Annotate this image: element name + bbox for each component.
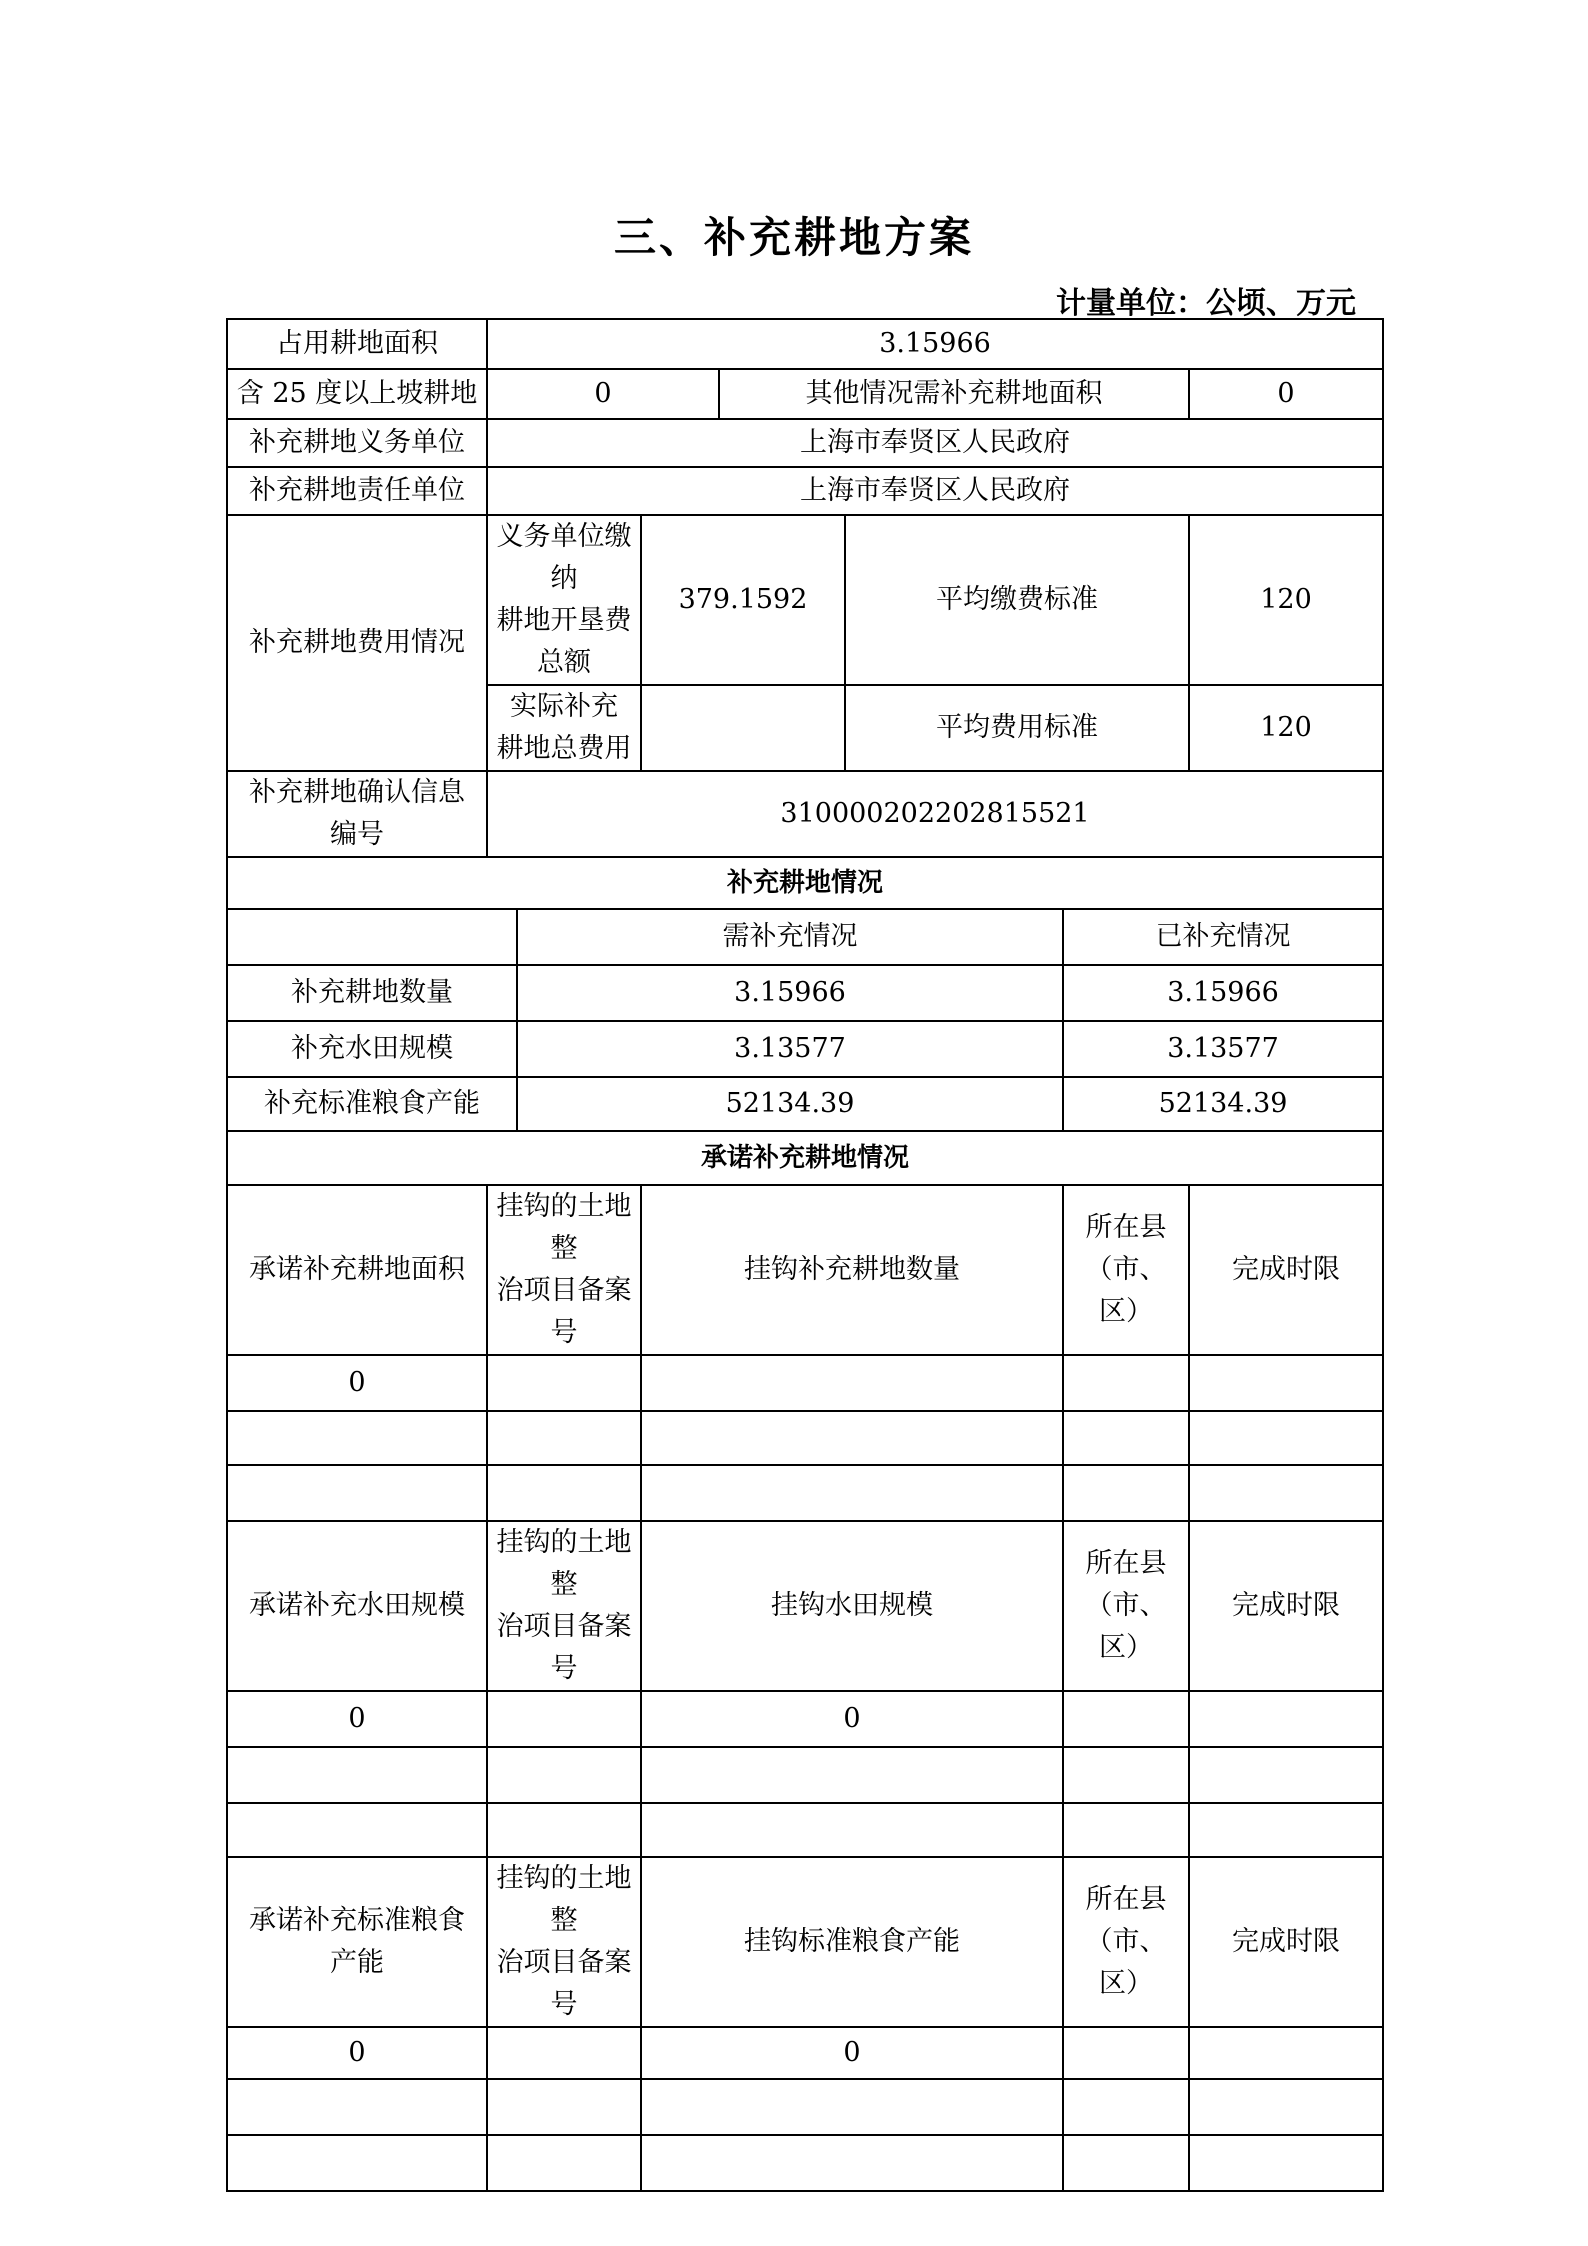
table-cell [1063, 1691, 1189, 1747]
table-cell [641, 1747, 1063, 1803]
table-cell [487, 2027, 641, 2079]
sec1-row [227, 1021, 1383, 1077]
table-cell [1189, 1747, 1383, 1803]
g1-empty-row [227, 1465, 1383, 1521]
table-cell [1189, 1355, 1383, 1411]
table-cell: 0 [227, 1691, 487, 1747]
table-cell [487, 1691, 641, 1747]
slope-value: 0 [487, 369, 719, 419]
table-cell [227, 1465, 487, 1521]
table-cell [487, 1465, 641, 1521]
g2-header-row [227, 1521, 1383, 1691]
occupied-area-row [227, 319, 1383, 369]
slope-label: 含 25 度以上坡耕地 [227, 369, 487, 419]
fee-a-value: 379.1592 [641, 515, 845, 685]
table-cell [487, 2079, 641, 2135]
table-cell [1063, 1355, 1189, 1411]
table-cell [1063, 1747, 1189, 1803]
fee-b-label [487, 685, 641, 771]
g3-empty-row [227, 2135, 1383, 2191]
g2-empty-row [227, 1747, 1383, 1803]
fee-b-label-line1: 实际补充 [510, 691, 618, 722]
sec1-row-need: 52134.39 [517, 1077, 1063, 1131]
fee-b-std-value: 120 [1189, 685, 1383, 771]
obligation-unit-label: 补充耕地义务单位 [227, 419, 487, 467]
table-cell: 0 [641, 1691, 1063, 1747]
sec1-row [227, 1077, 1383, 1131]
fee-b-label-line2: 耕地总费用 [496, 733, 632, 764]
other-area-value: 0 [1189, 369, 1383, 419]
table-cell [487, 2135, 641, 2191]
table-cell: 0 [227, 1355, 487, 1411]
unit-label: 计量单位：公顷、万元 [1056, 286, 1356, 321]
fee-label: 补充耕地费用情况 [227, 515, 487, 771]
g3-h2 [487, 1857, 641, 2027]
g2-data-row [227, 1691, 1383, 1747]
table-cell [1063, 1803, 1189, 1857]
fee-a-label [487, 515, 641, 685]
g1-h2 [487, 1185, 641, 1355]
sec1-row-label: 补充水田规模 [227, 1021, 517, 1077]
table-cell [1063, 2027, 1189, 2079]
responsible-unit-row [227, 467, 1383, 515]
sec1-row-done: 52134.39 [1063, 1077, 1383, 1131]
g3-h3: 挂钩标准粮食产能 [641, 1857, 1063, 2027]
table-cell: 0 [227, 2027, 487, 2079]
table-cell [641, 2079, 1063, 2135]
table-cell [227, 1803, 487, 1857]
g2-h2 [487, 1521, 641, 1691]
responsible-unit-value: 上海市奉贤区人民政府 [487, 467, 1383, 515]
table-cell [641, 1803, 1063, 1857]
sec1-row-done: 3.15966 [1063, 965, 1383, 1021]
table-cell [641, 1411, 1063, 1465]
g2-h3: 挂钩水田规模 [641, 1521, 1063, 1691]
g3-h1-line2: 产能 [330, 1947, 384, 1978]
table-cell [487, 1411, 641, 1465]
g2-empty-row [227, 1803, 1383, 1857]
table-cell [1189, 1411, 1383, 1465]
g2-h4: 所在县（市、区） [1063, 1521, 1189, 1691]
occupied-area-label: 占用耕地面积 [227, 319, 487, 369]
table-cell [1063, 2079, 1189, 2135]
g2-h2-line2: 治项目备案号 [496, 1611, 632, 1684]
sec1-row-label: 补充耕地数量 [227, 965, 517, 1021]
table-cell [641, 1355, 1063, 1411]
confirm-row [227, 771, 1383, 857]
confirm-label [227, 771, 487, 857]
slope-row [227, 369, 1383, 419]
fee-a-label-line2: 耕地开垦费总额 [496, 605, 632, 678]
table-cell [487, 1747, 641, 1803]
g3-h2-line2: 治项目备案号 [496, 1947, 632, 2020]
table-cell [487, 1355, 641, 1411]
other-area-label: 其他情况需补充耕地面积 [719, 369, 1189, 419]
g1-h1: 承诺补充耕地面积 [227, 1185, 487, 1355]
occupied-area-value: 3.15966 [487, 319, 1383, 369]
fee-a-std-value: 120 [1189, 515, 1383, 685]
table-cell [641, 2135, 1063, 2191]
g1-h2-line2: 治项目备案号 [496, 1275, 632, 1348]
g1-h5: 完成时限 [1189, 1185, 1383, 1355]
table-cell [1189, 2027, 1383, 2079]
sec1-col-done: 已补充情况 [1063, 909, 1383, 965]
confirm-value: 310000202202815521 [487, 771, 1383, 857]
table-cell [487, 1803, 641, 1857]
g1-h3: 挂钩补充耕地数量 [641, 1185, 1063, 1355]
g3-h1 [227, 1857, 487, 2027]
table-cell [227, 2079, 487, 2135]
g2-h2-line1: 挂钩的土地整 [496, 1527, 632, 1600]
sec2-heading-row [227, 1131, 1383, 1185]
g3-data-row [227, 2027, 1383, 2079]
g3-header-row [227, 1857, 1383, 2027]
g3-empty-row [227, 2079, 1383, 2135]
confirm-label-line2: 编号 [330, 819, 384, 850]
fee-b-std-label: 平均费用标准 [845, 685, 1189, 771]
table-cell [227, 2135, 487, 2191]
table-cell [1063, 2135, 1189, 2191]
table-cell [227, 1411, 487, 1465]
table-cell [1063, 1465, 1189, 1521]
table-cell [1189, 1803, 1383, 1857]
sec1-header-row [227, 909, 1383, 965]
g1-h4: 所在县（市、区） [1063, 1185, 1189, 1355]
g3-h4: 所在县（市、区） [1063, 1857, 1189, 2027]
obligation-unit-row [227, 419, 1383, 467]
table-cell: 0 [641, 2027, 1063, 2079]
sec1-col-need: 需补充情况 [517, 909, 1063, 965]
table-cell [1189, 2079, 1383, 2135]
sec1-row-done: 3.13577 [1063, 1021, 1383, 1077]
sec1-row-label: 补充标准粮食产能 [227, 1077, 517, 1131]
g2-h1: 承诺补充水田规模 [227, 1521, 487, 1691]
sec1-row [227, 965, 1383, 1021]
g3-h1-line1: 承诺补充标准粮食 [249, 1905, 465, 1936]
table-cell [227, 1747, 487, 1803]
table-cell [1189, 1465, 1383, 1521]
sec1-heading: 补充耕地情况 [227, 857, 1383, 909]
fee-a-std-label: 平均缴费标准 [845, 515, 1189, 685]
g3-h5: 完成时限 [1189, 1857, 1383, 2027]
g1-h2-line1: 挂钩的土地整 [496, 1191, 632, 1264]
obligation-unit-value: 上海市奉贤区人民政府 [487, 419, 1383, 467]
fee-a-label-line1: 义务单位缴纳 [496, 521, 632, 594]
sec1-heading-row [227, 857, 1383, 909]
sec1-row-need: 3.15966 [517, 965, 1063, 1021]
responsible-unit-label: 补充耕地责任单位 [227, 467, 487, 515]
g1-header-row [227, 1185, 1383, 1355]
plan-table [226, 318, 1384, 2192]
table-cell [1189, 2135, 1383, 2191]
table-cell [1189, 1691, 1383, 1747]
table-cell [1063, 1411, 1189, 1465]
sec1-corner [227, 909, 517, 965]
confirm-label-line1: 补充耕地确认信息 [249, 777, 465, 808]
page-title: 三、补充耕地方案 [613, 213, 974, 262]
fee-row-a [227, 515, 1383, 685]
fee-b-value [641, 685, 845, 771]
g3-h2-line1: 挂钩的土地整 [496, 1863, 632, 1936]
g1-empty-row [227, 1411, 1383, 1465]
g2-h5: 完成时限 [1189, 1521, 1383, 1691]
sec1-row-need: 3.13577 [517, 1021, 1063, 1077]
sec2-heading: 承诺补充耕地情况 [227, 1131, 1383, 1185]
g1-data-row [227, 1355, 1383, 1411]
table-cell [641, 1465, 1063, 1521]
